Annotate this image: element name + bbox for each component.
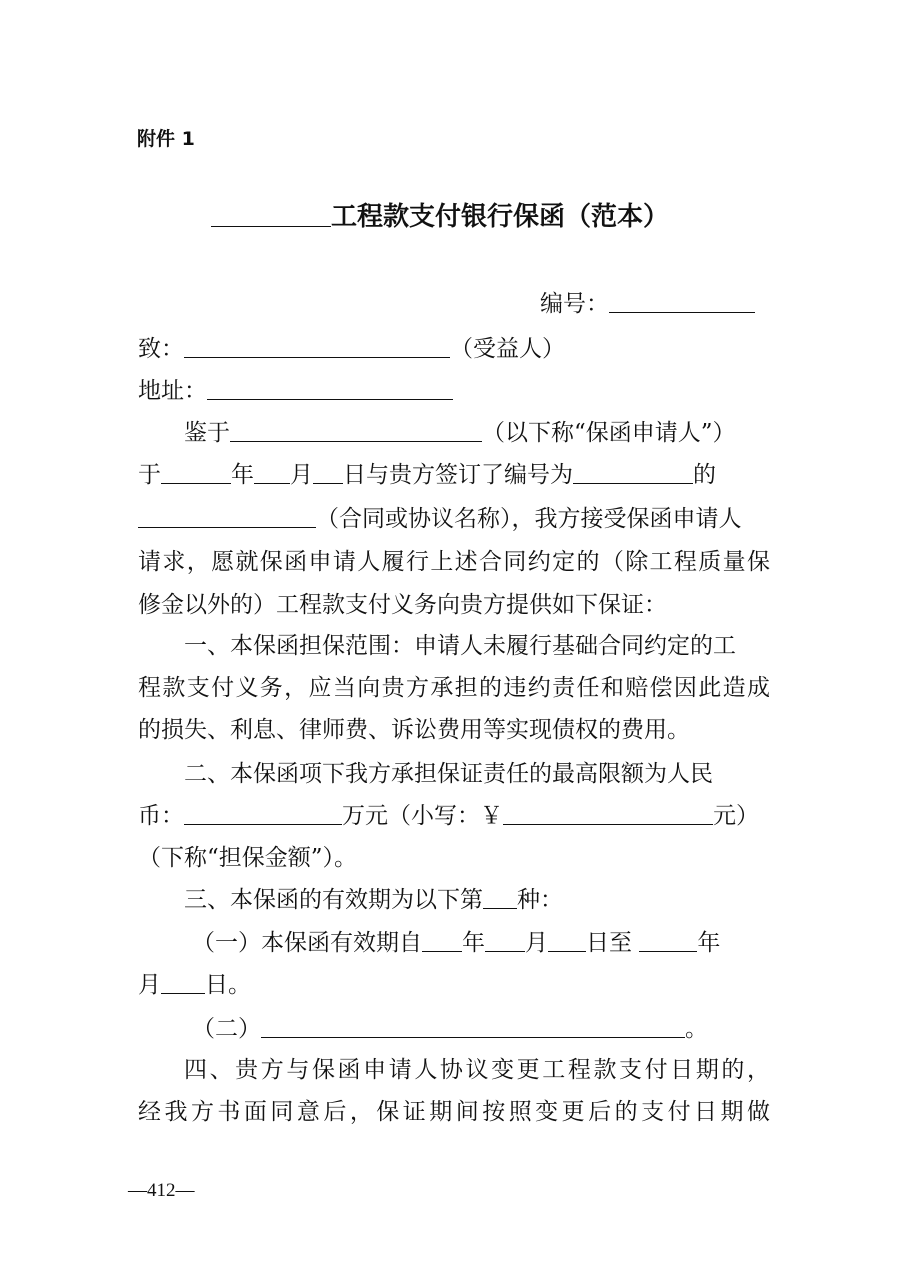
start-day-blank (548, 929, 586, 952)
section3-option2 (138, 1014, 824, 1044)
number-line (540, 289, 770, 319)
contract-name-blank (138, 505, 316, 528)
unit-day-end: 日。 (205, 972, 251, 998)
p1-jianyu: 鉴于 (184, 420, 230, 446)
s2-yuan: 元） (713, 803, 759, 829)
para1-line3 (138, 504, 770, 534)
contract-number-blank (573, 461, 693, 484)
p1-alias: （以下称“保函申请人”） (482, 420, 736, 446)
section1-line3: 的损失、利息、律师费、诉讼费用等实现债权的费用。 (138, 717, 690, 743)
section2-line2 (138, 801, 770, 831)
start-month-blank (485, 929, 525, 952)
section2-line3: （下称“担保金额”）。 (138, 845, 358, 871)
year-blank (161, 461, 231, 484)
p1-de: 的 (693, 462, 716, 488)
section4-line1: 四、贵方与保函申请人协议变更工程款支付日期的， (184, 1057, 770, 1083)
para1-line1 (138, 418, 816, 448)
page-number: —412— (128, 1180, 195, 1201)
p1-yu: 于 (138, 462, 161, 488)
section1-line2: 程款支付义务，应当向贵方承担的违约责任和赔偿因此造成 (138, 675, 770, 701)
title-blank (211, 204, 331, 227)
address-label: 地址： (138, 378, 207, 404)
para1-line2 (138, 460, 770, 490)
unit-month: 月 (138, 972, 161, 998)
s3-1a: （一）本保函有效期自 (192, 930, 422, 956)
unit-month: 月 (290, 462, 313, 488)
attachment-label: 附件 1 (137, 128, 195, 150)
section1-line1: 一、本保函担保范围：申请人未履行基础合同约定的工 (184, 633, 736, 659)
day-blank (313, 461, 343, 484)
page-title (211, 196, 731, 233)
section3-option1-line2 (138, 970, 770, 1000)
address-blank (207, 377, 453, 400)
s3-2a: （二） (192, 1016, 261, 1042)
s3-day-to: 日至 (586, 930, 632, 956)
amount-figures-blank (503, 802, 713, 825)
start-year-blank (422, 929, 462, 952)
p1-contract-name: （合同或协议名称），我方接受保函申请人 (316, 506, 742, 532)
s3-2end: 。 (685, 1016, 708, 1042)
s2-bi: 币： (138, 803, 184, 829)
beneficiary-label: （受益人） (450, 336, 565, 362)
section3-option1-line1 (138, 928, 824, 958)
s3-a: 三、本保函的有效期为以下第 (184, 887, 483, 913)
section3-line1 (138, 885, 816, 915)
month-blank (254, 461, 290, 484)
end-year-blank (639, 929, 697, 952)
unit-year: 年 (231, 462, 254, 488)
section4-line2: 经我方书面同意后，保证期间按照变更后的支付日期做 (138, 1099, 770, 1125)
unit-year: 年 (462, 930, 485, 956)
option-blank (483, 886, 517, 909)
applicant-blank (230, 419, 482, 442)
para1-line5: 修金以外的）工程款支付义务向贵方提供如下保证： (138, 592, 667, 618)
amount-words-blank (184, 802, 342, 825)
number-blank (609, 290, 755, 313)
s3-b: 种： (517, 887, 563, 913)
p1-day-signed: 日与贵方签订了编号为 (343, 462, 573, 488)
to-line (138, 334, 770, 364)
para1-line4: 请求，愿就保函申请人履行上述合同约定的（除工程质量保 (138, 549, 770, 575)
beneficiary-blank (184, 335, 450, 358)
section2-line1: 二、本保函项下我方承担保证责任的最高限额为人民 (184, 761, 713, 787)
to-label: 致： (138, 336, 184, 362)
title-text: 工程款支付银行保函（范本） (331, 202, 670, 232)
number-label: 编号： (540, 291, 609, 317)
option2-blank (261, 1015, 685, 1038)
unit-year: 年 (697, 930, 721, 956)
unit-month: 月 (525, 930, 548, 956)
s2-wanyuan: 万元（小写：￥ (342, 803, 503, 829)
address-line (138, 376, 770, 406)
end-day-blank (161, 971, 205, 994)
